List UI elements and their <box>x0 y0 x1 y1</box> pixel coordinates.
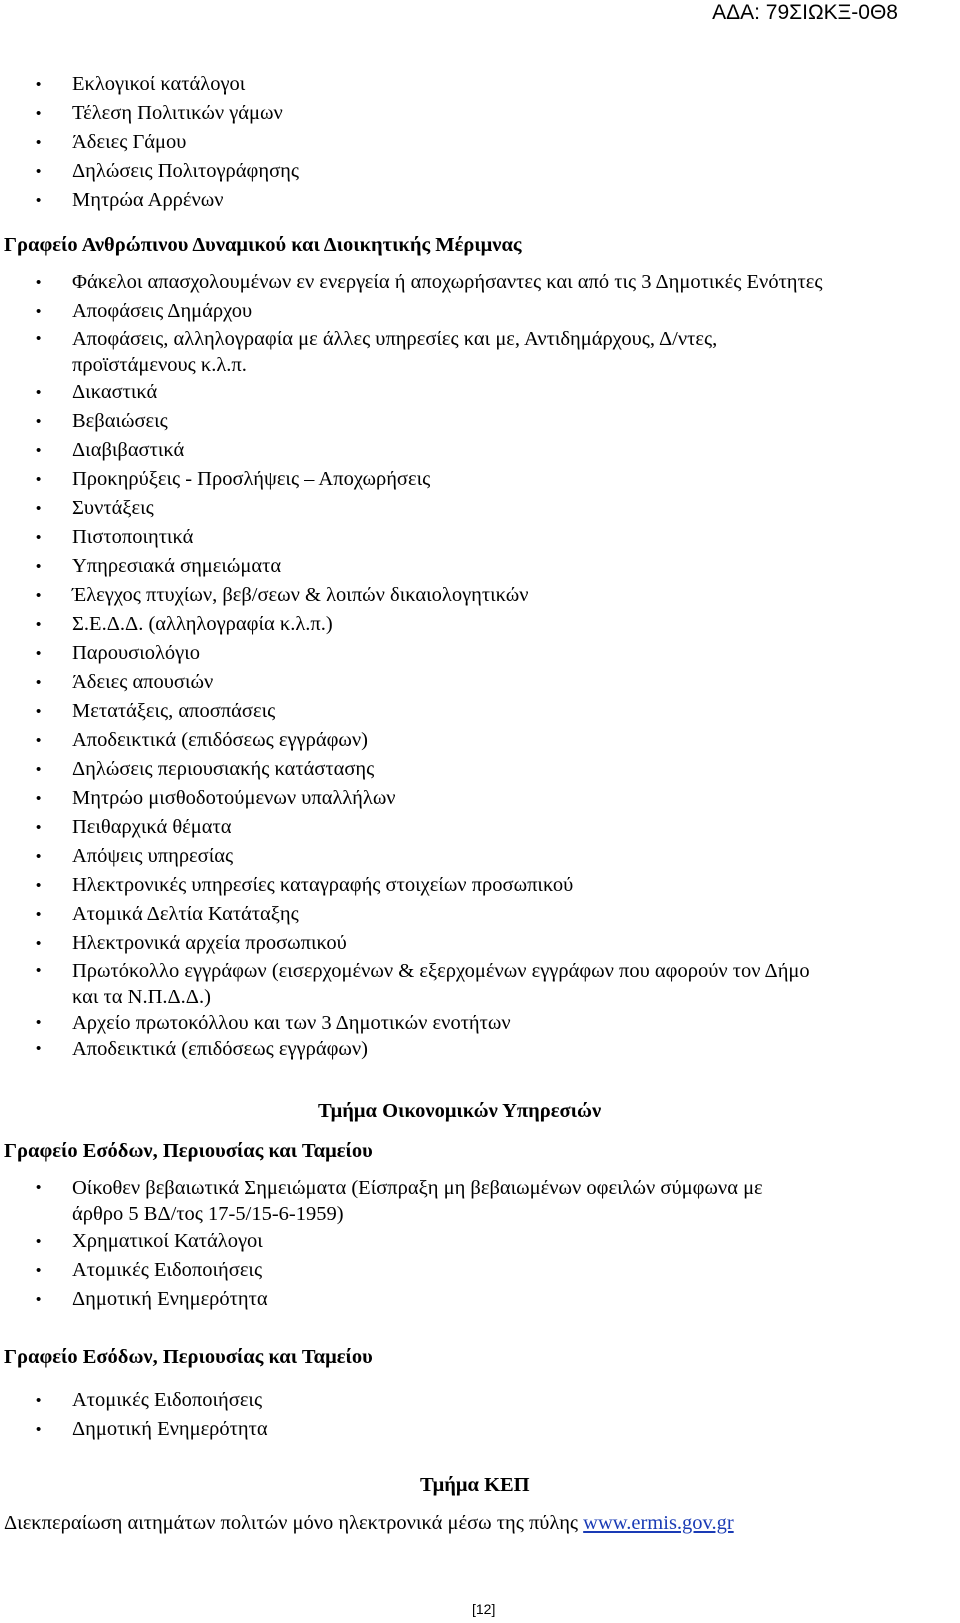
list-item: • Δημοτική Ενημερότητα <box>0 1415 960 1444</box>
list-item: • Εκλογικοί κατάλογοι <box>0 70 960 99</box>
list-item: • Αποδεικτικά (επιδόσεως εγγράφων) <box>0 726 960 755</box>
list-item: • Δηλώσεις περιουσιακής κατάστασης <box>0 755 960 784</box>
kep-text: Διεκπεραίωση αιτημάτων πολιτών μόνο ηλεκτρονικά μέσω της πύλης <box>4 1512 584 1534</box>
list-item: • Άδειες Γάμου <box>0 128 960 157</box>
list-item: • Χρηματικοί Κατάλογοι <box>0 1227 960 1256</box>
list-item: • Έλεγχος πτυχίων, βεβ/σεων & λοιπών δικαιολογητικών <box>0 581 960 610</box>
list-item: • Συντάξεις <box>0 494 960 523</box>
list-item: • Παρουσιολόγιο <box>0 639 960 668</box>
list-item: • Μητρώα Αρρένων <box>0 186 960 215</box>
kep-description <box>4 1510 734 1536</box>
list-item: • Αποφάσεις Δημάρχου <box>0 297 960 326</box>
list-item <box>0 958 960 1010</box>
list-revenue <box>0 1175 960 1314</box>
list-item: • Προκηρύξεις - Προσλήψεις – Αποχωρήσεις <box>0 465 960 494</box>
list-item-line: προϊστάμενους κ.λ.π. <box>72 354 247 376</box>
list-item: • Ατομικά Δελτία Κατάταξης <box>0 900 960 929</box>
list-item-line: άρθρο 5 ΒΔ/τος 17-5/15-6-1959) <box>72 1203 344 1225</box>
page-number: [12] <box>472 1601 496 1617</box>
list-item: • Ηλεκτρονικά αρχεία προσωπικού <box>0 929 960 958</box>
list-item: • Ηλεκτρονικές υπηρεσίες καταγραφής στοιχείων προσωπικού <box>0 871 960 900</box>
list-item: • Πιστοποιητικά <box>0 523 960 552</box>
section-title-revenue: Γραφείο Εσόδων, Περιουσίας και Ταμείου <box>4 1140 373 1162</box>
list-hr <box>0 268 960 1062</box>
list-item-line: Πρωτόκολλο εγγράφων (εισερχομένων & εξερχομένων εγγράφων που αφορούν τον Δήμο <box>72 960 810 982</box>
list-item: • Απόψεις υπηρεσίας <box>0 842 960 871</box>
list-item: • Μετατάξεις, αποσπάσεις <box>0 697 960 726</box>
list-revenue-2 <box>0 1386 960 1444</box>
list-item <box>0 326 960 378</box>
list-item: • Ατομικές Ειδοποιήσεις <box>0 1256 960 1285</box>
list-registry <box>0 70 960 215</box>
list-item: • Δικαστικά <box>0 378 960 407</box>
list-item: • Αποδεικτικά (επιδόσεως εγγράφων) <box>0 1036 960 1062</box>
list-item: • Υπηρεσιακά σημειώματα <box>0 552 960 581</box>
list-item: • Δημοτική Ενημερότητα <box>0 1285 960 1314</box>
list-item: • Διαβιβαστικά <box>0 436 960 465</box>
list-item: • Άδειες απουσιών <box>0 668 960 697</box>
ermis-link[interactable]: www.ermis.gov.gr <box>583 1512 734 1534</box>
list-item: • Ατομικές Ειδοποιήσεις <box>0 1386 960 1415</box>
section-title-hr: Γραφείο Ανθρώπινου Δυναμικού και Διοικητικής Μέριμνας <box>4 234 522 256</box>
section-title-revenue-2: Γραφείο Εσόδων, Περιουσίας και Ταμείου <box>4 1346 373 1368</box>
list-item-line: Οίκοθεν βεβαιωτικά Σημειώματα (Είσπραξη μη βεβαιωμένων οφειλών σύμφωνα με <box>72 1177 763 1199</box>
list-item: • Βεβαιώσεις <box>0 407 960 436</box>
list-item-line: και τα Ν.Π.Δ.Δ.) <box>72 986 211 1008</box>
list-item: • Δηλώσεις Πολιτογράφησης <box>0 157 960 186</box>
list-item <box>0 1175 960 1227</box>
list-item: • Σ.Ε.Δ.Δ. (αλληλογραφία κ.λ.π.) <box>0 610 960 639</box>
list-item: • Τέλεση Πολιτικών γάμων <box>0 99 960 128</box>
list-item: • Αρχείο πρωτοκόλλου και των 3 Δημοτικών ενοτήτων <box>0 1010 960 1036</box>
dept-title-kep: Τμήμα ΚΕΠ <box>420 1474 530 1496</box>
ada-code: ΑΔΑ: 79ΣΙΩΚΞ-0Θ8 <box>712 1 898 24</box>
list-item: • Μητρώο μισθοδοτούμενων υπαλλήλων <box>0 784 960 813</box>
list-item: • Πειθαρχικά θέματα <box>0 813 960 842</box>
list-item-line: Αποφάσεις, αλληλογραφία με άλλες υπηρεσίες και με, Αντιδημάρχους, Δ/ντες, <box>72 328 718 350</box>
dept-title-finance: Τμήμα Οικονομικών Υπηρεσιών <box>318 1100 602 1122</box>
list-item: • Φάκελοι απασχολουμένων εν ενεργεία ή αποχωρήσαντες και από τις 3 Δημοτικές Ενότητες <box>0 268 960 297</box>
